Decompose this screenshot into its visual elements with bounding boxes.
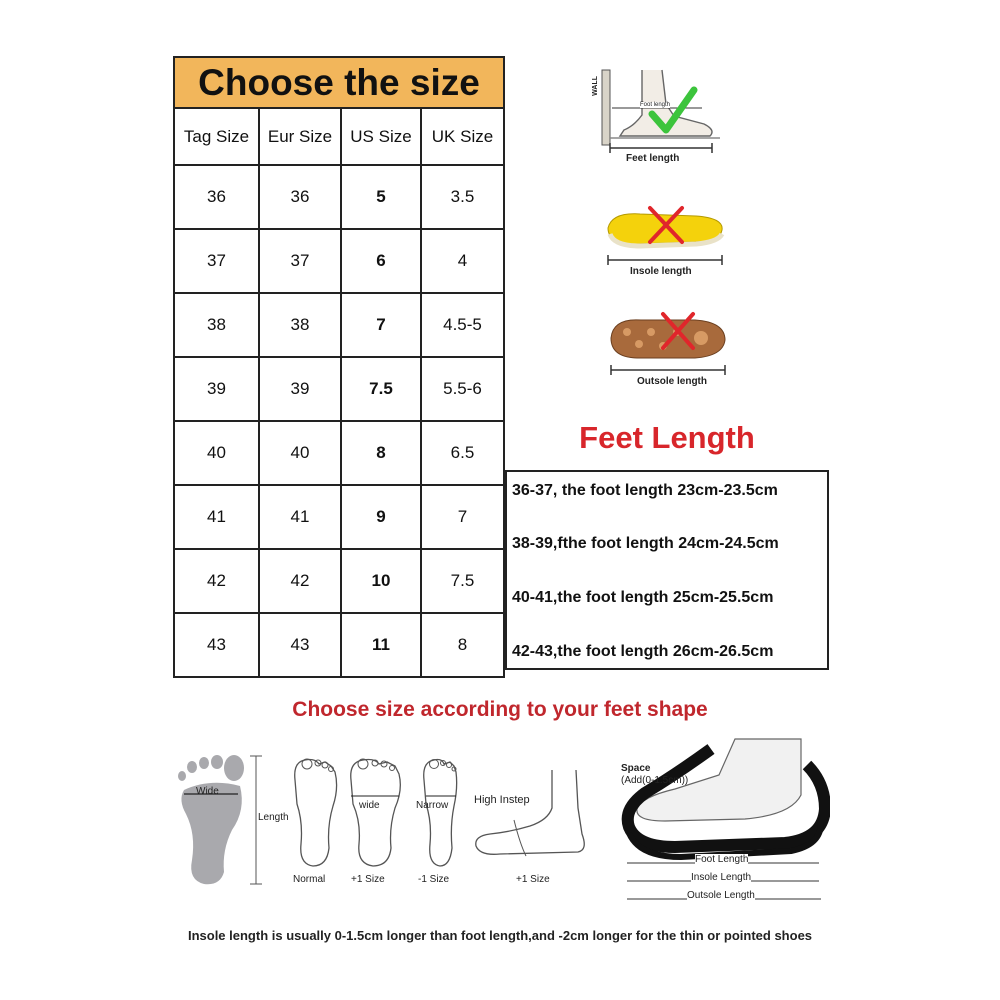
wide-label: Wide [196, 786, 219, 797]
tag-size-cell: 41 [174, 485, 259, 549]
us-size-cell: 8 [341, 421, 421, 485]
insole-figure [600, 200, 730, 285]
minus-one-size-label: -1 Size [418, 874, 450, 885]
high-instep-label: High Instep [474, 794, 530, 806]
narrow-label: Narrow [416, 800, 449, 811]
outsole-figure [605, 308, 735, 393]
us-size-cell: 10 [341, 549, 421, 613]
table-row [174, 293, 504, 357]
plus-one-size-label: +1 Size [351, 874, 385, 885]
table-row [174, 357, 504, 421]
eur-size-cell: 40 [259, 421, 341, 485]
uk-size-cell: 7.5 [421, 549, 504, 613]
narrow-foot-outline [410, 752, 470, 872]
size-table-title: Choose the size [174, 57, 504, 108]
eur-size-cell: 39 [259, 357, 341, 421]
normal-foot-outline [285, 752, 345, 872]
header-us-size: US Size [341, 108, 421, 165]
wide-lower-label: wide [359, 800, 380, 811]
footnote: Insole length is usually 0-1.5cm longer than foot length,and -2cm longer for the thin or pointed shoes [187, 928, 813, 943]
narrow-foot-figure [410, 752, 470, 892]
uk-size-cell: 8 [421, 613, 504, 677]
size-table [173, 56, 505, 678]
size-table-body [174, 165, 504, 677]
eur-size-cell: 37 [259, 229, 341, 293]
header-eur-size: Eur Size [259, 108, 341, 165]
tag-size-cell: 40 [174, 421, 259, 485]
footprint-figure [170, 750, 290, 890]
space-label: Space [621, 763, 651, 774]
eur-size-cell: 41 [259, 485, 341, 549]
uk-size-cell: 6.5 [421, 421, 504, 485]
shoe-outsole-length-label: Outsole Length [687, 890, 755, 901]
normal-label: Normal [293, 874, 326, 885]
uk-size-cell: 4 [421, 229, 504, 293]
plus-one-size-instep-label: +1 Size [516, 874, 550, 885]
eur-size-cell: 43 [259, 613, 341, 677]
uk-size-cell: 5.5-6 [421, 357, 504, 421]
header-tag-size: Tag Size [174, 108, 259, 165]
header-uk-size: UK Size [421, 108, 504, 165]
foot-length-small-label: Foot length [640, 102, 671, 108]
us-size-cell: 9 [341, 485, 421, 549]
feet-length-title: Feet Length [579, 420, 755, 455]
table-row [174, 421, 504, 485]
insole-length-label: Insole length [630, 266, 692, 277]
table-row [174, 229, 504, 293]
feet-length-line: 40-41,the foot length 25cm-25.5cm [512, 589, 774, 606]
uk-size-cell: 4.5-5 [421, 293, 504, 357]
wall-label: WALL [592, 76, 599, 96]
table-row [174, 613, 504, 677]
feet-length-label: Feet length [626, 153, 680, 164]
shoe-insole-length-label: Insole Length [691, 872, 752, 883]
feet-shape-title: Choose size according to your feet shape [292, 698, 708, 721]
wide-foot-outline [345, 752, 405, 872]
tag-size-cell: 36 [174, 165, 259, 229]
tag-size-cell: 38 [174, 293, 259, 357]
uk-size-cell: 3.5 [421, 165, 504, 229]
length-label: Length [258, 812, 289, 823]
shoe-foot-length-label: Foot Length [695, 854, 749, 865]
outsole-length-label: Outsole length [637, 376, 707, 387]
eur-size-cell: 38 [259, 293, 341, 357]
normal-foot-figure [285, 752, 345, 892]
wide-foot-figure [345, 752, 405, 892]
us-size-cell: 6 [341, 229, 421, 293]
high-instep-figure [470, 768, 600, 892]
feet-length-box [505, 470, 829, 670]
eur-size-cell: 36 [259, 165, 341, 229]
us-size-cell: 7 [341, 293, 421, 357]
shoe-section-illustration [615, 735, 830, 910]
shoe-section-figure [615, 735, 830, 910]
table-row [174, 549, 504, 613]
foot-against-wall-figure [590, 60, 730, 170]
space-add-label: (Add(0-1.5cm)) [621, 775, 689, 786]
feet-length-line: 38-39,fthe foot length 24cm-24.5cm [512, 535, 779, 552]
tag-size-cell: 43 [174, 613, 259, 677]
high-instep-outline [470, 768, 600, 868]
feet-length-line: 42-43,the foot length 26cm-26.5cm [512, 643, 774, 660]
eur-size-cell: 42 [259, 549, 341, 613]
us-size-cell: 5 [341, 165, 421, 229]
us-size-cell: 7.5 [341, 357, 421, 421]
uk-size-cell: 7 [421, 485, 504, 549]
tag-size-cell: 37 [174, 229, 259, 293]
table-row [174, 485, 504, 549]
us-size-cell: 11 [341, 613, 421, 677]
tag-size-cell: 42 [174, 549, 259, 613]
table-row [174, 165, 504, 229]
feet-length-line: 36-37, the foot length 23cm-23.5cm [512, 482, 778, 499]
tag-size-cell: 39 [174, 357, 259, 421]
